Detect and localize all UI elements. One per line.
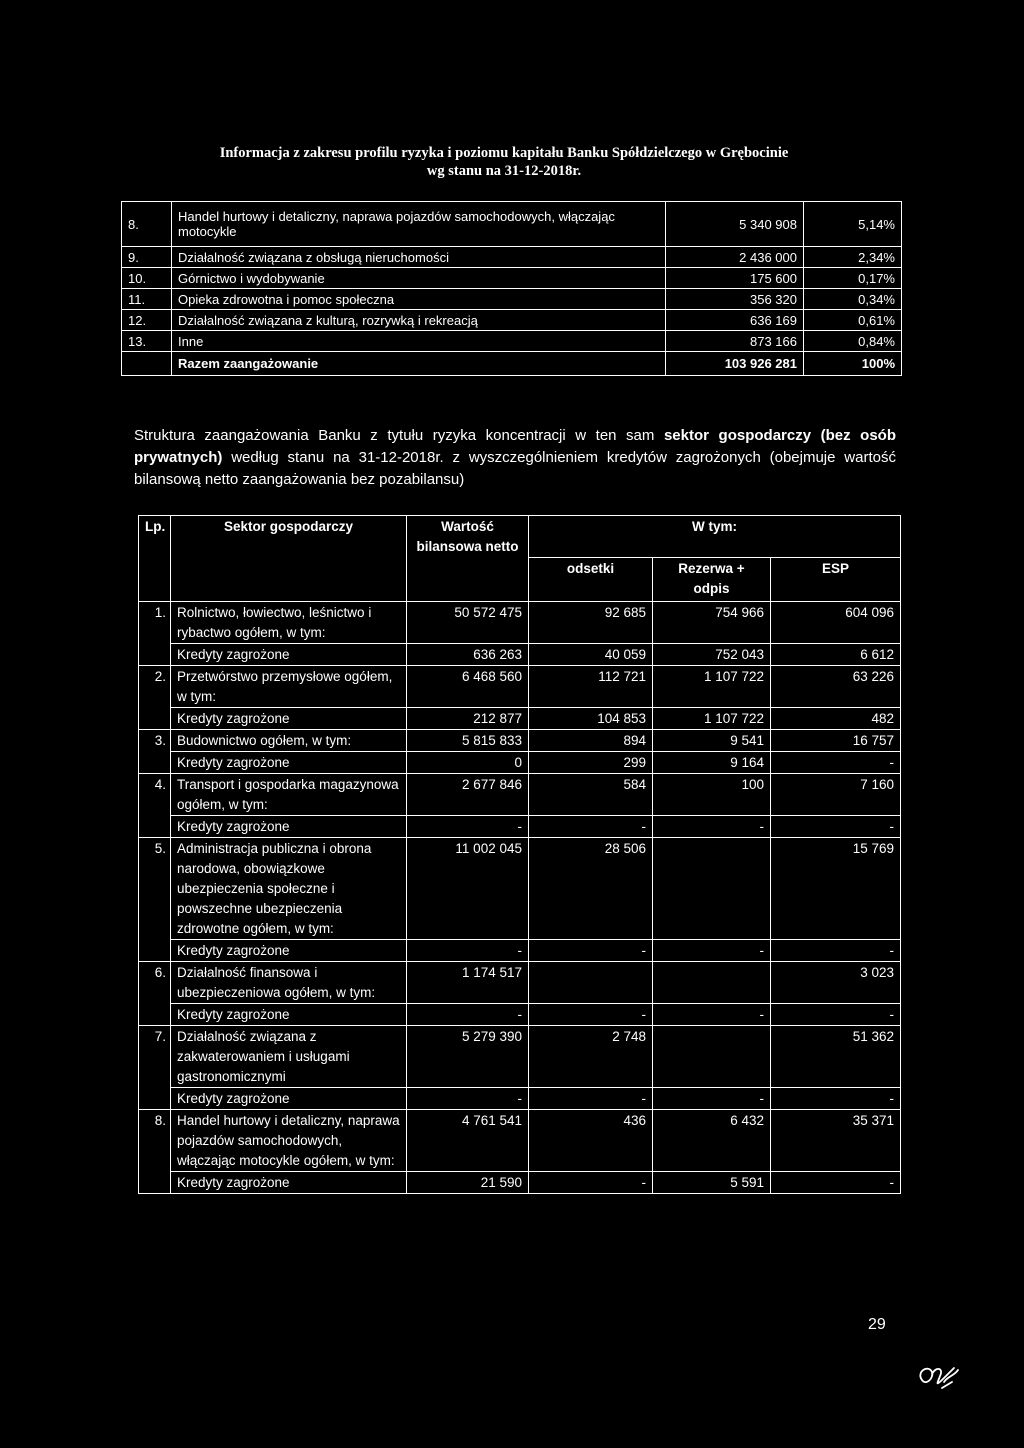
sub-value: -	[407, 816, 529, 838]
total-lp	[122, 352, 172, 376]
table-row	[122, 247, 902, 268]
sector-row	[139, 1026, 901, 1088]
sub-rezerwa: 9 164	[653, 752, 771, 774]
sector-esp: 16 757	[771, 730, 901, 752]
total-label: Razem zaangażowanie	[172, 352, 666, 376]
table-row	[122, 268, 902, 289]
sector-rezerwa: 1 107 722	[653, 666, 771, 708]
sector-name: Przetwórstwo przemysłowe ogółem, w tym:	[171, 666, 407, 708]
sub-esp: 482	[771, 708, 901, 730]
sub-odsetki: -	[529, 1172, 653, 1194]
sub-esp: -	[771, 1088, 901, 1110]
sector-name: Handel hurtowy i detaliczny, naprawa pojazdów samochodowych, włączając motocykle ogółem, w tym:	[171, 1110, 407, 1172]
row-lp: 13.	[122, 331, 172, 352]
sub-label: Kredyty zagrożone	[171, 1172, 407, 1194]
sub-value: 0	[407, 752, 529, 774]
endangered-credits-row	[139, 1004, 901, 1026]
sector-lp: 6.	[139, 962, 171, 1026]
row-percent: 0,17%	[804, 268, 902, 289]
sub-odsetki: -	[529, 1088, 653, 1110]
sector-row	[139, 838, 901, 940]
sector-odsetki: 436	[529, 1110, 653, 1172]
sector-odsetki: 584	[529, 774, 653, 816]
sector-name: Działalność związana z zakwaterowaniem i usługami gastronomicznymi	[171, 1026, 407, 1088]
row-sector-name: Działalność związana z obsługą nieruchomości	[172, 247, 666, 268]
sector-esp: 3 023	[771, 962, 901, 1004]
sub-rezerwa: 5 591	[653, 1172, 771, 1194]
economic-sector-table	[138, 515, 901, 1194]
sector-odsetki: 92 685	[529, 602, 653, 644]
section-text-bold: sektor gospodarczy (bez osób prywatnych)	[134, 427, 897, 466]
row-lp: 9.	[122, 247, 172, 268]
sub-rezerwa: 1 107 722	[653, 708, 771, 730]
endangered-credits-row	[139, 1172, 901, 1194]
sector-esp: 15 769	[771, 838, 901, 940]
header-lp: Lp.	[139, 516, 171, 602]
sub-odsetki: -	[529, 1004, 653, 1026]
sector-lp: 5.	[139, 838, 171, 962]
row-percent: 5,14%	[804, 202, 902, 247]
endangered-credits-row	[139, 752, 901, 774]
sub-label: Kredyty zagrożone	[171, 816, 407, 838]
sector-lp: 2.	[139, 666, 171, 730]
sub-esp: -	[771, 1172, 901, 1194]
header-date: wg stanu na 31-12-2018r.	[426, 163, 582, 179]
row-sector-name: Handel hurtowy i detaliczny, naprawa pojazdów samochodowych, włączając motocykle	[172, 202, 666, 247]
sector-name: Budownictwo ogółem, w tym:	[171, 730, 407, 752]
sector-rezerwa: 754 966	[653, 602, 771, 644]
sub-esp: -	[771, 816, 901, 838]
row-lp: 12.	[122, 310, 172, 331]
sector-value: 5 279 390	[407, 1026, 529, 1088]
sub-value: 212 877	[407, 708, 529, 730]
endangered-credits-row	[139, 644, 901, 666]
sub-odsetki: 299	[529, 752, 653, 774]
sector-row	[139, 962, 901, 1004]
sub-label: Kredyty zagrożone	[171, 752, 407, 774]
sector-odsetki: 28 506	[529, 838, 653, 940]
row-value: 356 320	[666, 289, 804, 310]
sub-value: 636 263	[407, 644, 529, 666]
table-header-row	[139, 516, 901, 558]
sub-odsetki: -	[529, 816, 653, 838]
sector-esp: 7 160	[771, 774, 901, 816]
sub-label: Kredyty zagrożone	[171, 1088, 407, 1110]
sub-value: -	[407, 940, 529, 962]
sub-rezerwa: 752 043	[653, 644, 771, 666]
table-row	[122, 331, 902, 352]
header-odsetki: odsetki	[529, 558, 653, 602]
sub-odsetki: 104 853	[529, 708, 653, 730]
sub-rezerwa: -	[653, 1004, 771, 1026]
row-value: 175 600	[666, 268, 804, 289]
sub-esp: 6 612	[771, 644, 901, 666]
sector-name: Działalność finansowa i ubezpieczeniowa ogółem, w tym:	[171, 962, 407, 1004]
row-percent: 0,84%	[804, 331, 902, 352]
sub-odsetki: -	[529, 940, 653, 962]
sector-value: 1 174 517	[407, 962, 529, 1004]
row-sector-name: Górnictwo i wydobywanie	[172, 268, 666, 289]
sector-value: 6 468 560	[407, 666, 529, 708]
sub-label: Kredyty zagrożone	[171, 708, 407, 730]
sector-value: 5 815 833	[407, 730, 529, 752]
sector-name: Transport i gospodarka magazynowa ogółem, w tym:	[171, 774, 407, 816]
sector-lp: 3.	[139, 730, 171, 774]
document-header	[0, 144, 1008, 180]
sector-odsetki: 894	[529, 730, 653, 752]
sector-value: 2 677 846	[407, 774, 529, 816]
sub-odsetki: 40 059	[529, 644, 653, 666]
sector-exposure-table-continued	[121, 201, 902, 376]
total-row	[122, 352, 902, 376]
signature-scribble	[914, 1360, 962, 1394]
sector-rezerwa: 100	[653, 774, 771, 816]
row-lp: 11.	[122, 289, 172, 310]
sector-lp: 8.	[139, 1110, 171, 1194]
row-sector-name: Opieka zdrowotna i pomoc społeczna	[172, 289, 666, 310]
endangered-credits-row	[139, 708, 901, 730]
endangered-credits-row	[139, 940, 901, 962]
sub-value: 21 590	[407, 1172, 529, 1194]
endangered-credits-row	[139, 816, 901, 838]
sector-esp: 63 226	[771, 666, 901, 708]
row-lp: 10.	[122, 268, 172, 289]
sector-value: 4 761 541	[407, 1110, 529, 1172]
sector-lp: 1.	[139, 602, 171, 666]
header-title: Informacja z zakresu profilu ryzyka i poziomu kapitału Banku Spółdzielczego w Grębocinie	[219, 145, 789, 161]
table-row	[122, 202, 902, 247]
sector-value: 50 572 475	[407, 602, 529, 644]
sector-row	[139, 666, 901, 708]
header-value: Wartość bilansowa netto	[407, 516, 529, 602]
sector-row	[139, 730, 901, 752]
row-percent: 2,34%	[804, 247, 902, 268]
row-value: 5 340 908	[666, 202, 804, 247]
sector-rezerwa	[653, 838, 771, 940]
sector-esp: 51 362	[771, 1026, 901, 1088]
table-row	[122, 310, 902, 331]
sector-rezerwa: 9 541	[653, 730, 771, 752]
table-row	[122, 289, 902, 310]
page-number: 29	[868, 1316, 886, 1333]
sub-esp: -	[771, 1004, 901, 1026]
sector-row	[139, 774, 901, 816]
row-percent: 0,61%	[804, 310, 902, 331]
sector-value: 11 002 045	[407, 838, 529, 940]
sector-row	[139, 602, 901, 644]
row-lp: 8.	[122, 202, 172, 247]
sub-label: Kredyty zagrożone	[171, 1004, 407, 1026]
sector-lp: 7.	[139, 1026, 171, 1110]
header-sector: Sektor gospodarczy	[171, 516, 407, 602]
sub-rezerwa: -	[653, 816, 771, 838]
sector-odsetki	[529, 962, 653, 1004]
sector-row	[139, 1110, 901, 1172]
row-value: 636 169	[666, 310, 804, 331]
sector-esp: 35 371	[771, 1110, 901, 1172]
sub-rezerwa: -	[653, 940, 771, 962]
endangered-credits-row	[139, 1088, 901, 1110]
row-value: 2 436 000	[666, 247, 804, 268]
section-text-part2: według stanu na 31-12-2018r. z wyszczególnieniem kredytów zagrożonych (obejmuje wartość bilansową netto zaangażowania bez pozabilansu)	[134, 449, 896, 488]
sector-odsetki: 2 748	[529, 1026, 653, 1088]
sector-odsetki: 112 721	[529, 666, 653, 708]
header-rezerwa: Rezerwa + odpis	[653, 558, 771, 602]
sub-label: Kredyty zagrożone	[171, 644, 407, 666]
sector-rezerwa: 6 432	[653, 1110, 771, 1172]
sector-lp: 4.	[139, 774, 171, 838]
sub-esp: -	[771, 940, 901, 962]
header-esp: ESP	[771, 558, 901, 602]
total-percent: 100%	[804, 352, 902, 376]
sub-value: -	[407, 1088, 529, 1110]
sub-esp: -	[771, 752, 901, 774]
total-value: 103 926 281	[666, 352, 804, 376]
row-sector-name: Inne	[172, 331, 666, 352]
header-w-tym: W tym:	[529, 516, 901, 558]
section-description	[134, 425, 896, 491]
sub-label: Kredyty zagrożone	[171, 940, 407, 962]
sector-rezerwa	[653, 1026, 771, 1088]
sector-rezerwa	[653, 962, 771, 1004]
sub-rezerwa: -	[653, 1088, 771, 1110]
row-percent: 0,34%	[804, 289, 902, 310]
sector-name: Rolnictwo, łowiectwo, leśnictwo i rybactwo ogółem, w tym:	[171, 602, 407, 644]
sector-name: Administracja publiczna i obrona narodowa, obowiązkowe ubezpieczenia społeczne i powszechne ubezpieczenia zdrowotne ogółem, w tym:	[171, 838, 407, 940]
row-sector-name: Działalność związana z kulturą, rozrywką i rekreacją	[172, 310, 666, 331]
sector-esp: 604 096	[771, 602, 901, 644]
section-text-part1: Struktura zaangażowania Banku z tytułu ryzyka koncentracji w ten sam	[134, 427, 664, 444]
row-value: 873 166	[666, 331, 804, 352]
sub-value: -	[407, 1004, 529, 1026]
